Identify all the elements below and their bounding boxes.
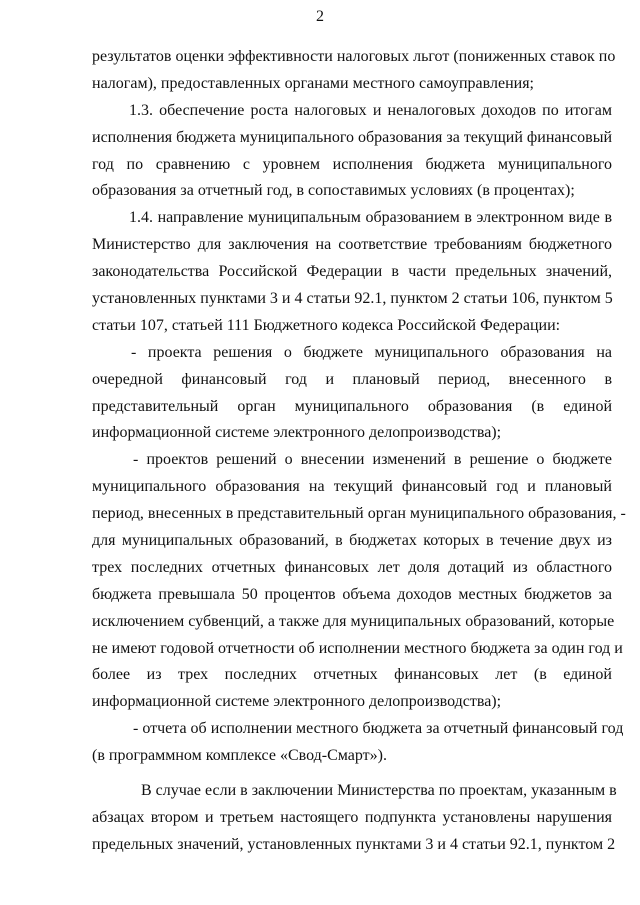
text-line: исключением субвенций, а также для муниципальных образований, которые xyxy=(92,612,615,630)
text-line: установленных пунктами 3 и 4 статьи 92.1, пунктом 2 статьи 106, пунктом 5 xyxy=(92,290,613,308)
text-line: информационной системе электронного делопроизводства); xyxy=(92,693,502,711)
text-line: информационной системе электронного делопроизводства); xyxy=(92,424,502,442)
text-line: результатов оценки эффективности налоговых льгот (пониженных ставок по xyxy=(92,48,616,65)
text-line: 1.3. обеспечение роста налоговых и неналоговых доходов по итогам xyxy=(129,101,612,119)
text-line: представительный орган муниципального образования (в единой xyxy=(92,397,612,415)
text-line: трех последних отчетных финансовых лет доля дотаций из областного xyxy=(92,558,612,576)
text-line: Министерство для заключения на соответствие требованиям бюджетного xyxy=(92,236,612,254)
text-line: муниципального образования на текущий финансовый год и плановый xyxy=(92,478,612,496)
text-line: абзацах втором и третьем настоящего подпункта установлены нарушения xyxy=(92,808,612,826)
text-line: 1.4. направление муниципальным образованием в электронном виде в xyxy=(129,209,612,227)
text-line: бюджета превышала 50 процентов объема доходов местных бюджетов за xyxy=(92,585,612,603)
text-line: очередной финансовый год и плановый период, внесенного в xyxy=(92,370,612,388)
text-line: год по сравнению с уровнем исполнения бюджета муниципального xyxy=(92,155,612,173)
text-line: не имеют годовой отчетности об исполнении местного бюджета за один год и xyxy=(92,639,623,657)
text-line: более из трех последних отчетных финансовых лет (в единой xyxy=(92,666,612,684)
text-line: для муниципальных образований, в бюджетах которых в течение двух из xyxy=(92,532,612,550)
text-line: В случае если в заключении Министерства по проектам, указанным в xyxy=(141,782,617,800)
text-line: исполнения бюджета муниципального образования за текущий финансовый xyxy=(92,128,613,146)
text-line: (в программном комплексе «Свод-Смарт»). xyxy=(92,747,387,765)
text-line: - отчета об исполнении местного бюджета за отчетный финансовый год xyxy=(133,720,624,738)
text-line: - проекта решения о бюджете муниципального образования на xyxy=(131,343,612,361)
document-body xyxy=(92,44,626,859)
text-line: законодательства Российской Федерации в части предельных значений, xyxy=(92,263,612,281)
text-line: статьи 107, статьей 111 Бюджетного кодекса Российской Федерации: xyxy=(92,316,561,334)
text-line: предельных значений, установленных пунктами 3 и 4 статьи 92.1, пунктом 2 xyxy=(92,835,616,853)
text-line: период, внесенных в представительный орган муниципального образования, - xyxy=(92,505,626,523)
text-line: - проектов решений о внесении изменений в решение о бюджете xyxy=(133,451,612,469)
text-line: образования за отчетный год, в сопоставимых условиях (в процентах); xyxy=(92,182,575,200)
text-line: налогам), предоставленных органами местного самоуправления; xyxy=(92,74,534,92)
page-number: 2 xyxy=(316,8,324,25)
paragraph-gap xyxy=(92,770,612,778)
